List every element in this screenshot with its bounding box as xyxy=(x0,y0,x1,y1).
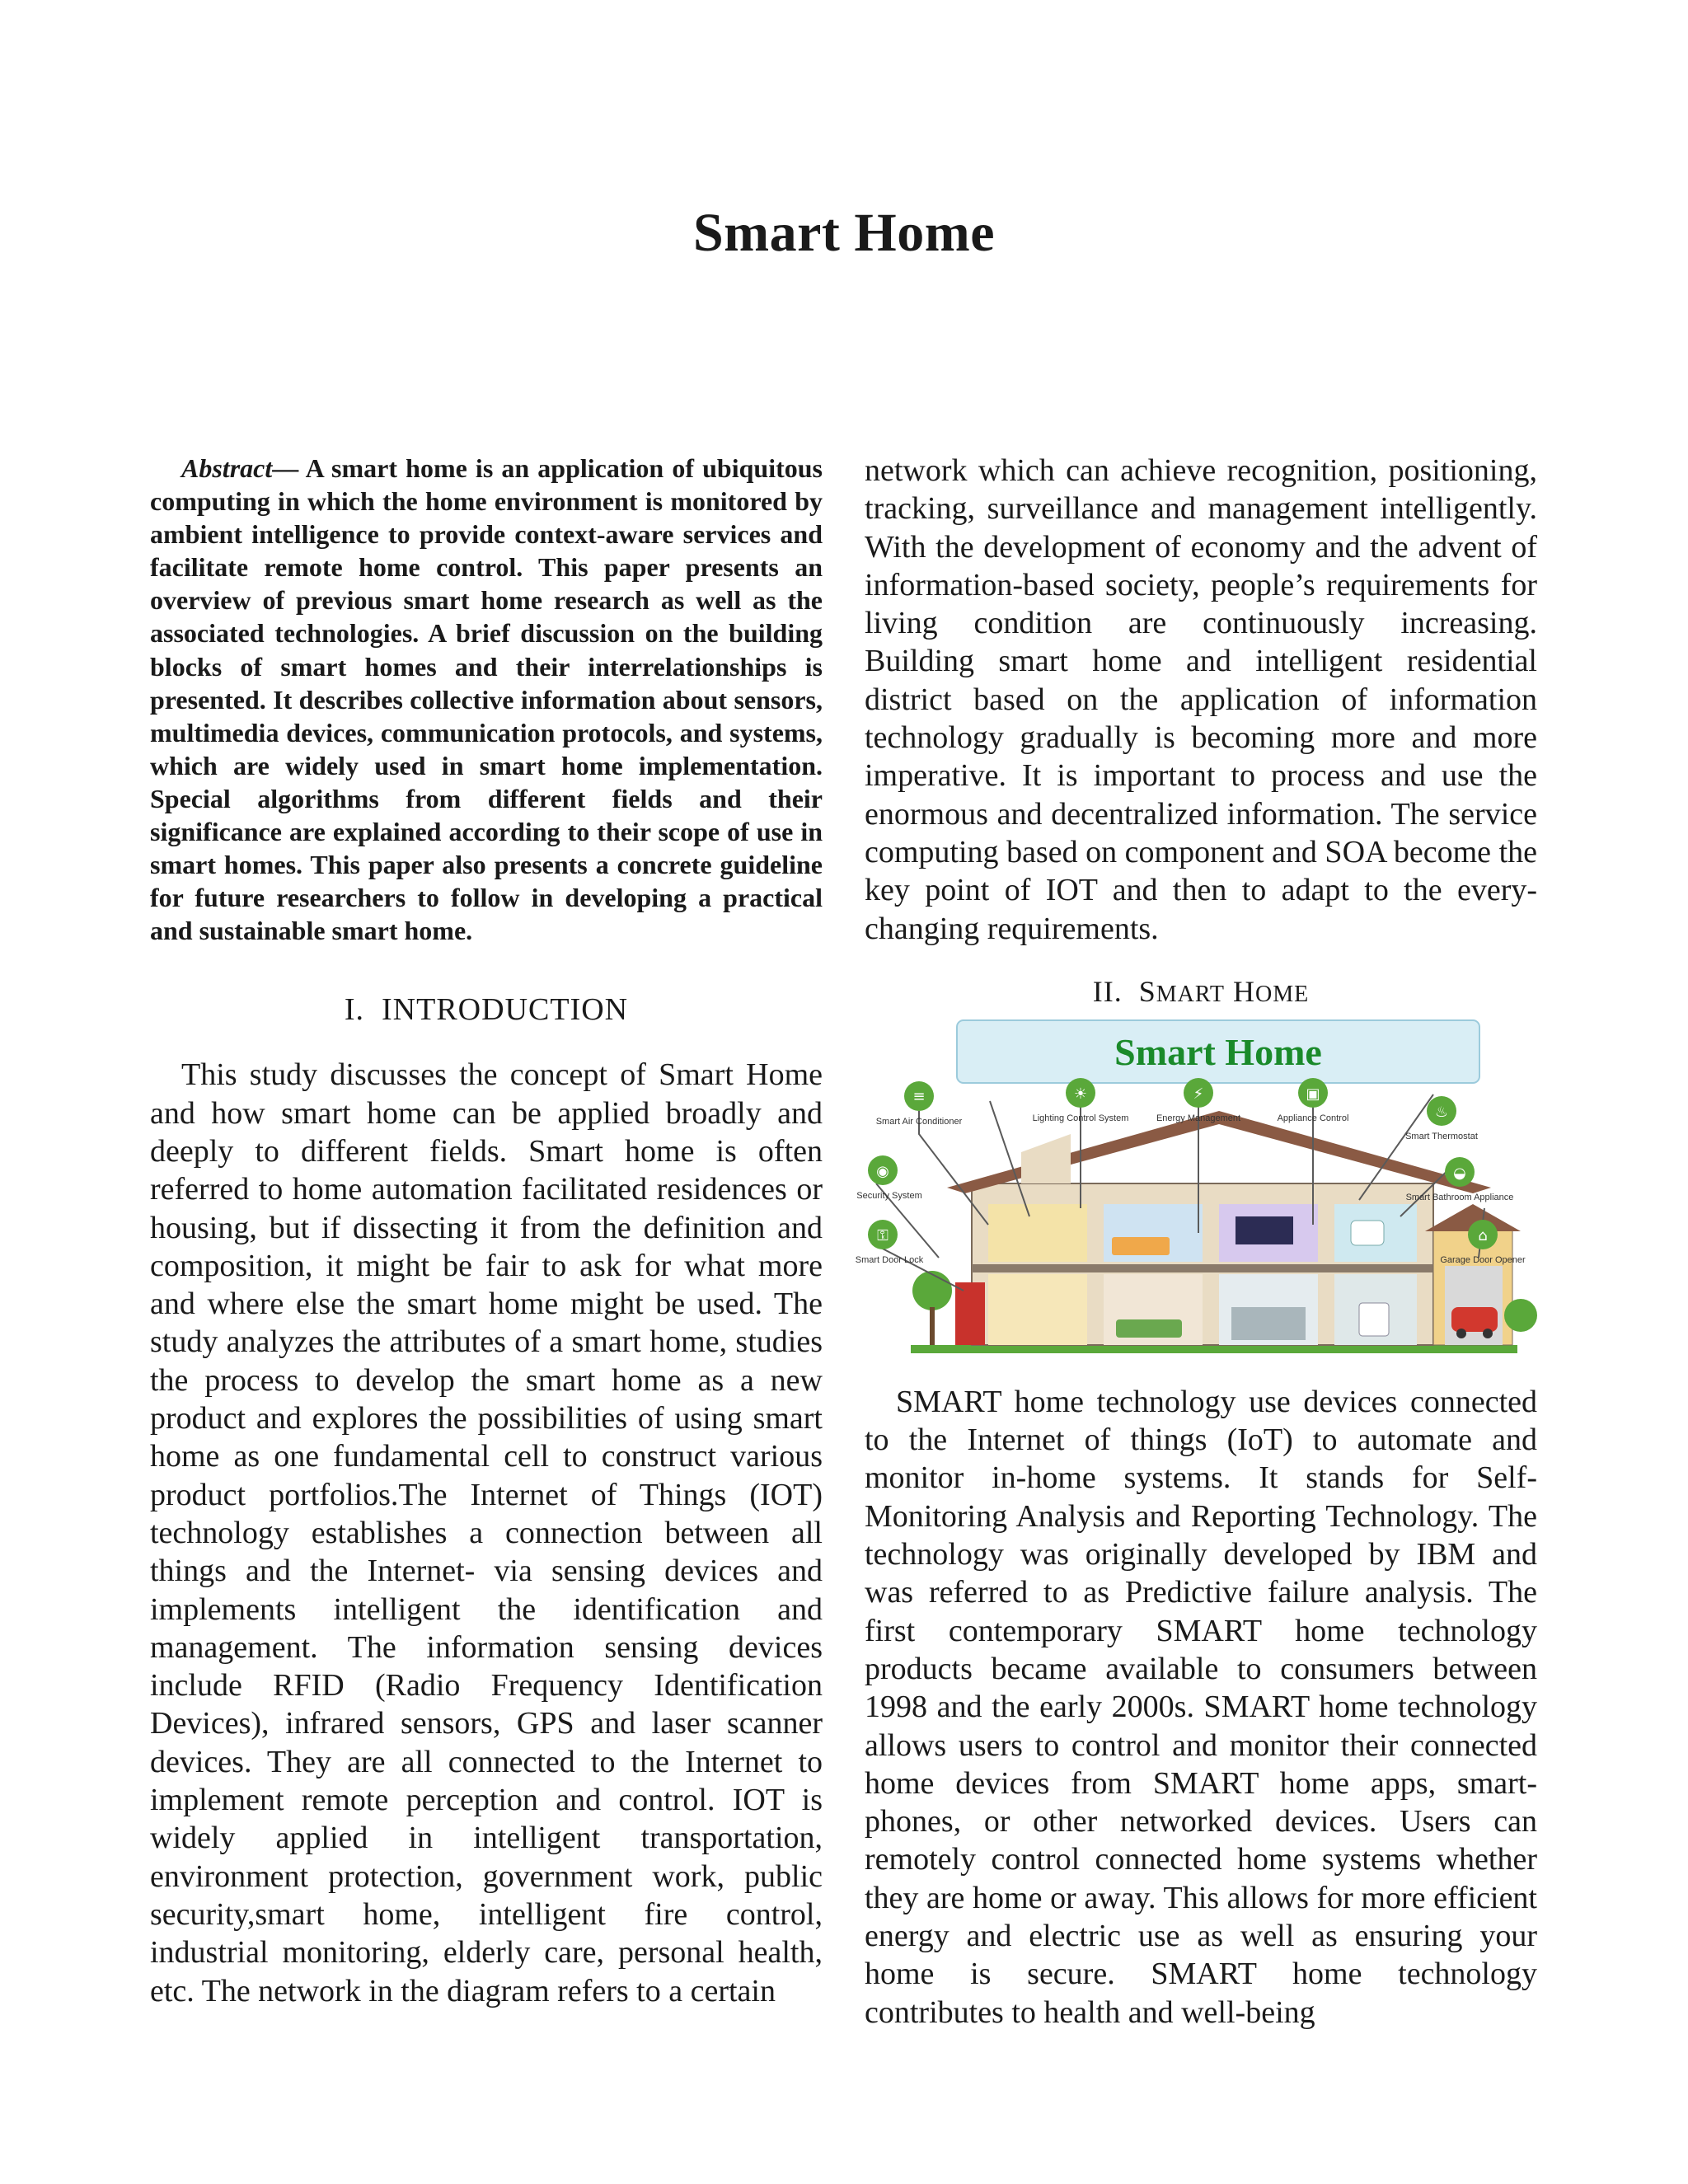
grass-strip xyxy=(911,1345,1517,1353)
smart-home-illustration xyxy=(855,1019,1537,1365)
svg-text:≡: ≡ xyxy=(912,1087,926,1105)
section-1-heading: I. INTRODUCTION xyxy=(344,992,629,1028)
abstract-label: Abstract xyxy=(181,453,273,483)
label-thermostat: Smart Thermostat xyxy=(1405,1131,1478,1141)
room-entry xyxy=(988,1274,1087,1345)
abstract-dash: — xyxy=(272,453,299,483)
garage-opening xyxy=(1445,1266,1503,1345)
kitchen-counter xyxy=(1231,1307,1306,1340)
introduction-continuation: network which can achieve recognition, positioning, tracking, surveillance and management intelligently. With the development of economy and the advent of information-based society, people’s requirements for living condition are continuously increasing. Building smart home and intelligent residential district based on the application of information technology gradually is becoming more and more imperative. It is important to process and use the enormous and decentralized information. The service computing based on component and SOA become the key point of IOT and then to adapt to the every-changing requirements. xyxy=(865,453,1537,946)
svg-text:⌂: ⌂ xyxy=(1478,1226,1488,1244)
tv-screen xyxy=(1236,1216,1293,1244)
room-kids xyxy=(988,1204,1087,1262)
label-doorlock: Smart Door Lock xyxy=(855,1254,924,1265)
smart-home-paragraph: SMART home technology use devices connected to the Internet of things (IoT) to automate and monitor in-home systems. It stands for Self-Monitoring Analysis and Reporting Technology. The technology was originally developed by IBM and was referred to as Predictive failure analysis. The first contemporary SMART home technology products became available to consumers between 1998 and the early 2000s. SMART home technology allows users to control and monitor their connected home devices from SMART home apps, smart-phones, or other networked devices. Users can remotely control connected home systems whether they are home or away. This allows for more efficient energy and electric use as well as ensuring your home is secure. SMART home technology contributes to health and well-being xyxy=(865,1384,1537,2030)
washer xyxy=(1359,1303,1389,1336)
svg-text:▣: ▣ xyxy=(1306,1085,1320,1103)
label-lighting: Lighting Control System xyxy=(1032,1113,1129,1123)
bathtub xyxy=(1351,1221,1384,1245)
bush-right xyxy=(1504,1299,1537,1332)
svg-text:⚿: ⚿ xyxy=(877,1226,889,1244)
car-wheel xyxy=(1483,1329,1493,1338)
section-2-heading: II. SMART HOME xyxy=(1092,974,1310,1008)
svg-text:☀: ☀ xyxy=(1073,1085,1088,1103)
introduction-paragraph: This study discusses the concept of Smart Home and how smart home can be applied broadly and deeply to different fields. Smart home is often referred to home automation facilitated residences or housing, but if dissecting it from the definition and composition, it might be fair to ask for what more and where else the smart home might be used. The study analyzes the attributes of a smart home, studies the process to develop the smart home as a new product and explores the possibilities of using smart home as one fundamental cell to construct various product portfolios.The Internet of Things (IOT) technology establishes a connection between all things and the Internet- via sensing devices and implements intelligent the identification and management. The information sensing devices include RFID (Radio Frequency Identification Devices), infrared sensors, GPS and laser scanner devices. They are all connected to the Internet to implement remote perception and control. IOT is widely applied in intelligent transportation, environment protection, government work, public security,smart home, intelligent fire control, industrial monitoring, elderly care, personal health, etc. The network in the diagram refers to a certain xyxy=(150,1057,823,2008)
label-energy: Energy Management xyxy=(1156,1113,1241,1123)
abstract xyxy=(150,452,823,947)
bed xyxy=(1112,1237,1170,1255)
svg-text:♨: ♨ xyxy=(1434,1103,1449,1121)
chimney-area xyxy=(1021,1134,1071,1183)
smart-home-figure xyxy=(855,1019,1537,1365)
front-door xyxy=(955,1282,985,1345)
svg-text:⚡: ⚡ xyxy=(1193,1085,1204,1103)
label-security: Security System xyxy=(856,1190,922,1201)
label-bathroom: Smart Bathroom Appliance xyxy=(1405,1192,1514,1202)
svg-text:◉: ◉ xyxy=(876,1162,889,1180)
left-column xyxy=(150,452,823,2010)
label-air: Smart Air Conditioner xyxy=(875,1116,963,1127)
right-column xyxy=(855,452,1537,2032)
svg-text:◒: ◒ xyxy=(1453,1164,1466,1182)
car xyxy=(1451,1307,1498,1332)
label-garage: Garage Door Opener xyxy=(1440,1254,1526,1265)
banner-text: Smart Home xyxy=(1114,1030,1322,1073)
tree-trunk xyxy=(930,1307,935,1345)
car-wheel xyxy=(1456,1329,1466,1338)
sofa xyxy=(1116,1319,1182,1338)
label-appliance: Appliance Control xyxy=(1277,1113,1349,1123)
floor-slab xyxy=(972,1264,1433,1272)
tree-left xyxy=(912,1271,952,1310)
paper-title: Smart Home xyxy=(692,203,996,263)
abstract-text: A smart home is an application of ubiquitous computing in which the home environment is monitored by ambient intelligence to provide context-aware services and facilitate remote home control. This paper presents an overview of previous smart home research as well as the associated technologies. A brief discussion on the building blocks of smart homes and their interrelationships is presented. It describes collective information about sensors, multimedia devices, communication protocols, and systems, which are widely used in smart home implementation. Special algorithms from different fields and their significance are explained according to their scope of use in smart homes. This paper also presents a concrete guideline for future researchers to follow in developing a practical and sustainable smart home. xyxy=(150,453,823,946)
